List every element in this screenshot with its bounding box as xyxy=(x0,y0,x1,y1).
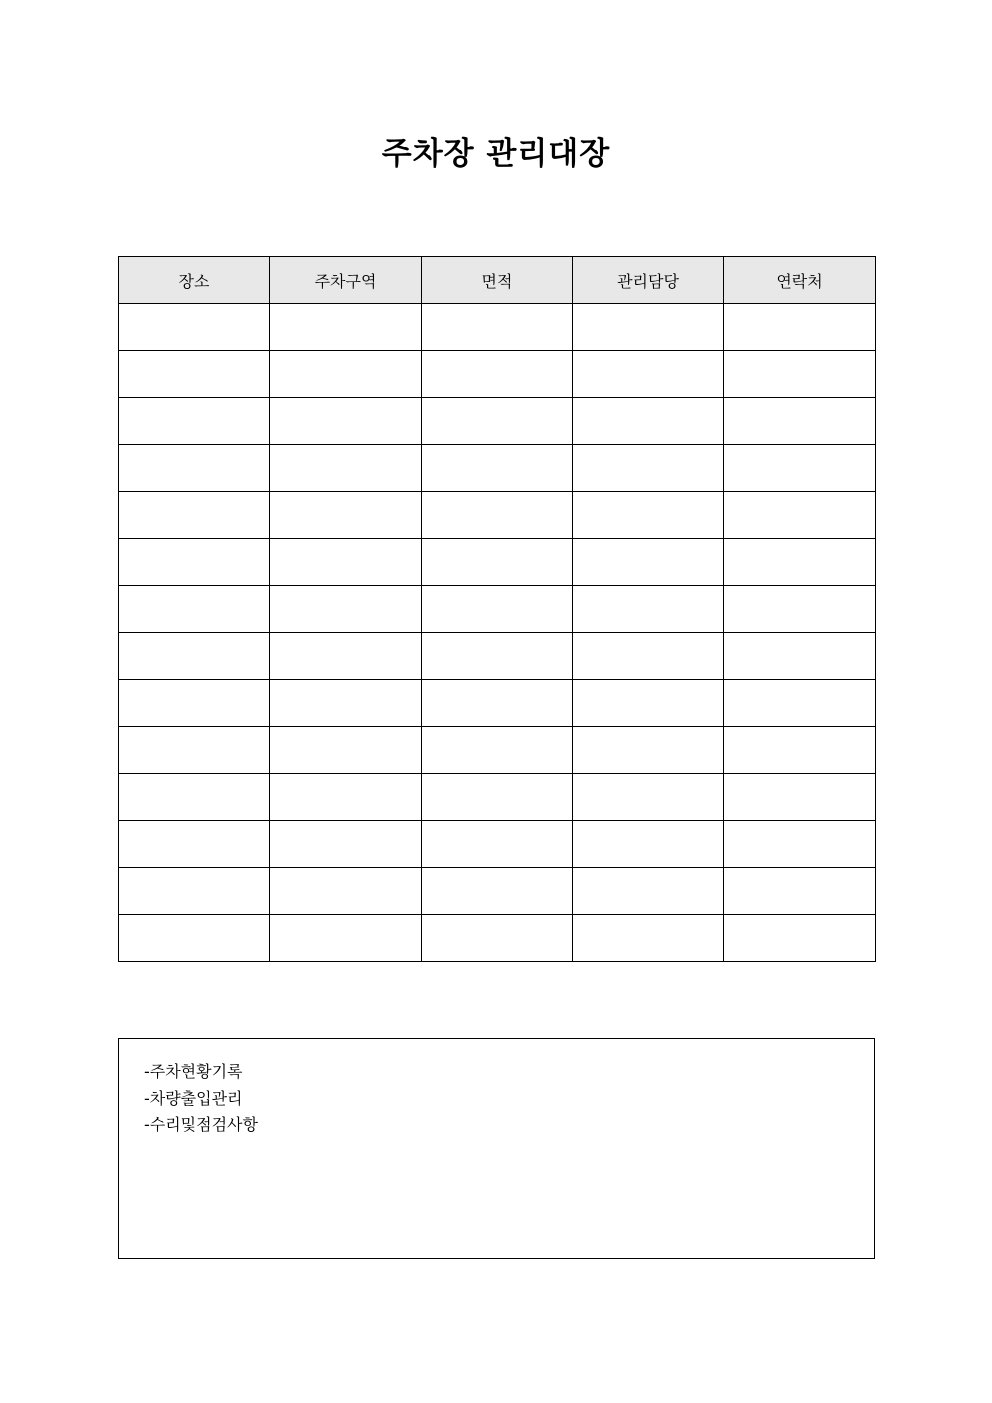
table-cell[interactable] xyxy=(270,445,422,492)
table-cell[interactable] xyxy=(422,680,573,727)
table-cell[interactable] xyxy=(270,633,422,680)
table-cell[interactable] xyxy=(270,398,422,445)
table-cell[interactable] xyxy=(119,915,270,962)
parking-ledger-table xyxy=(118,256,876,962)
table-cell[interactable] xyxy=(573,821,724,868)
table-cell[interactable] xyxy=(119,445,270,492)
table-cell[interactable] xyxy=(422,492,573,539)
column-header-manager: 관리담당 xyxy=(573,257,724,304)
table-cell[interactable] xyxy=(724,539,876,586)
table-cell[interactable] xyxy=(422,586,573,633)
table-row xyxy=(119,492,876,539)
table-cell[interactable] xyxy=(422,351,573,398)
table-cell[interactable] xyxy=(573,915,724,962)
table-row xyxy=(119,445,876,492)
table-cell[interactable] xyxy=(119,868,270,915)
table-cell[interactable] xyxy=(422,868,573,915)
table-header xyxy=(119,257,876,304)
table-cell[interactable] xyxy=(422,539,573,586)
table-row xyxy=(119,868,876,915)
table-cell[interactable] xyxy=(119,398,270,445)
table-cell[interactable] xyxy=(573,492,724,539)
table-cell[interactable] xyxy=(724,868,876,915)
table-row xyxy=(119,915,876,962)
table-row xyxy=(119,821,876,868)
table-cell[interactable] xyxy=(422,774,573,821)
table-cell[interactable] xyxy=(119,304,270,351)
table-cell[interactable] xyxy=(270,492,422,539)
table-cell[interactable] xyxy=(270,868,422,915)
table-cell[interactable] xyxy=(724,492,876,539)
table-cell[interactable] xyxy=(422,915,573,962)
table-cell[interactable] xyxy=(724,727,876,774)
notes-list xyxy=(119,1039,874,1139)
note-item: -수리및점검사항 xyxy=(144,1115,258,1134)
table-cell[interactable] xyxy=(422,727,573,774)
table-cell[interactable] xyxy=(270,539,422,586)
table-cell[interactable] xyxy=(422,398,573,445)
column-header-contact: 연락처 xyxy=(724,257,876,304)
table-row xyxy=(119,351,876,398)
table-cell[interactable] xyxy=(724,774,876,821)
note-item: -차량출입관리 xyxy=(144,1088,243,1108)
table-cell[interactable] xyxy=(270,351,422,398)
table-cell[interactable] xyxy=(724,351,876,398)
table-cell[interactable] xyxy=(270,304,422,351)
table-cell[interactable] xyxy=(724,304,876,351)
table-cell[interactable] xyxy=(422,633,573,680)
table-cell[interactable] xyxy=(119,633,270,680)
table-cell[interactable] xyxy=(119,539,270,586)
table-row xyxy=(119,680,876,727)
table-row xyxy=(119,539,876,586)
table-row xyxy=(119,398,876,445)
table-cell[interactable] xyxy=(573,304,724,351)
table-cell[interactable] xyxy=(573,539,724,586)
table-cell[interactable] xyxy=(422,304,573,351)
column-header-parking-zone: 주차구역 xyxy=(270,257,422,304)
table-cell[interactable] xyxy=(119,680,270,727)
table-cell[interactable] xyxy=(573,351,724,398)
table-cell[interactable] xyxy=(724,586,876,633)
table-cell[interactable] xyxy=(573,398,724,445)
table-cell[interactable] xyxy=(270,586,422,633)
table-cell[interactable] xyxy=(119,821,270,868)
header-row xyxy=(119,257,876,304)
table-cell[interactable] xyxy=(724,445,876,492)
table-row xyxy=(119,774,876,821)
table-row xyxy=(119,727,876,774)
column-header-area: 면적 xyxy=(422,257,573,304)
table-cell[interactable] xyxy=(573,445,724,492)
table-cell[interactable] xyxy=(270,915,422,962)
note-item: -주차현황기록 xyxy=(144,1062,243,1081)
table-cell[interactable] xyxy=(119,351,270,398)
table-row xyxy=(119,633,876,680)
table-cell[interactable] xyxy=(573,633,724,680)
table-cell[interactable] xyxy=(270,774,422,821)
table-cell[interactable] xyxy=(422,445,573,492)
table-cell[interactable] xyxy=(119,774,270,821)
column-header-location: 장소 xyxy=(119,257,270,304)
table-cell[interactable] xyxy=(270,680,422,727)
table-cell[interactable] xyxy=(573,680,724,727)
table-cell[interactable] xyxy=(573,586,724,633)
table-cell[interactable] xyxy=(573,727,724,774)
table-cell[interactable] xyxy=(724,633,876,680)
table-cell[interactable] xyxy=(119,492,270,539)
table-cell[interactable] xyxy=(119,586,270,633)
page-title: 주차장 관리대장 xyxy=(381,136,611,172)
table-cell[interactable] xyxy=(573,868,724,915)
table-row xyxy=(119,586,876,633)
table-row xyxy=(119,304,876,351)
table-cell[interactable] xyxy=(270,727,422,774)
table-cell[interactable] xyxy=(573,774,724,821)
notes-box xyxy=(118,1038,875,1259)
table-cell[interactable] xyxy=(724,398,876,445)
table-cell[interactable] xyxy=(270,821,422,868)
table-body xyxy=(119,304,876,962)
table-cell[interactable] xyxy=(422,821,573,868)
table-cell[interactable] xyxy=(119,727,270,774)
table-cell[interactable] xyxy=(724,821,876,868)
table-cell[interactable] xyxy=(724,680,876,727)
table-cell[interactable] xyxy=(724,915,876,962)
